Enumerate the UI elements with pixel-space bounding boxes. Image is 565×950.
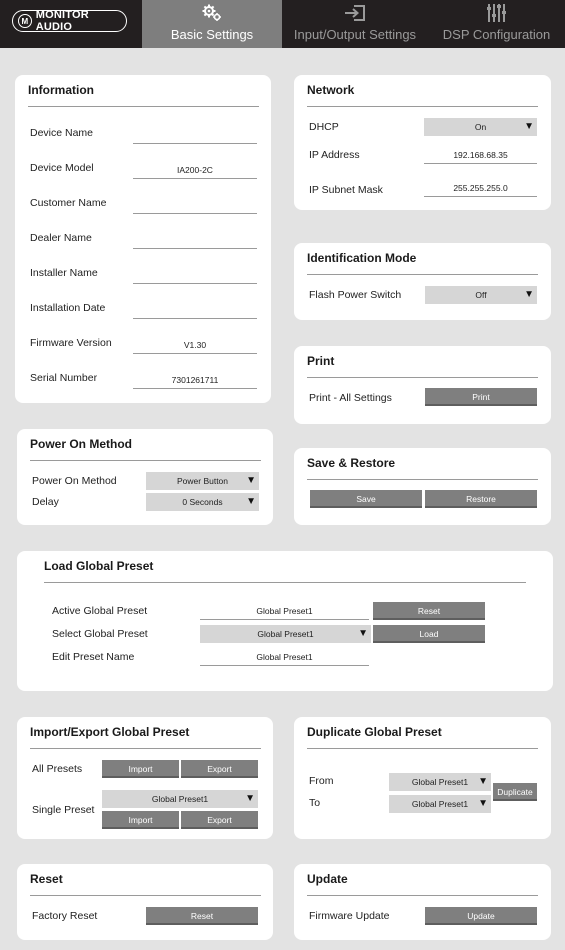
single-preset-label: Single Preset: [32, 804, 95, 816]
factory-reset-label: Factory Reset: [32, 910, 98, 922]
divider: [307, 106, 538, 107]
dropdown-arrow-icon: ▼: [478, 776, 488, 787]
power-on-method-select[interactable]: [146, 472, 259, 490]
print-button[interactable]: Print: [425, 388, 537, 406]
flash-power-switch-select[interactable]: [425, 286, 537, 304]
single-preset-value: Global Preset1: [151, 794, 209, 804]
select-global-preset-label: Select Global Preset: [52, 628, 148, 640]
device-model-label: Device Model: [30, 162, 94, 174]
divider: [30, 460, 261, 461]
dropdown-arrow-icon: ▼: [245, 793, 255, 804]
restore-button[interactable]: Restore: [425, 490, 537, 508]
to-preset-select[interactable]: [389, 795, 491, 813]
tab-dsp-configuration[interactable]: [428, 0, 565, 48]
installer-name-label: Installer Name: [30, 267, 98, 279]
dhcp-label: DHCP: [309, 121, 339, 133]
network-title: Network: [307, 83, 355, 97]
divider: [307, 274, 538, 275]
device-name-field[interactable]: [133, 128, 257, 144]
divider: [307, 377, 538, 378]
power-on-method-value: Power Button: [176, 476, 229, 486]
subnet-mask-label: IP Subnet Mask: [309, 184, 383, 196]
ip-address-field[interactable]: 192.168.68.35: [424, 148, 537, 164]
dropdown-arrow-icon: ▼: [524, 289, 534, 300]
from-preset-value: Global Preset1: [411, 777, 469, 787]
installation-date-field[interactable]: [133, 303, 257, 319]
print-title: Print: [307, 354, 335, 368]
dropdown-arrow-icon: ▼: [358, 628, 368, 639]
dropdown-arrow-icon: ▼: [478, 798, 488, 809]
to-preset-value: Global Preset1: [411, 799, 469, 809]
dhcp-select[interactable]: [424, 118, 537, 136]
import-export-panel: [17, 717, 273, 839]
dealer-name-label: Dealer Name: [30, 232, 92, 244]
top-navigation-bar: [0, 0, 565, 48]
load-global-preset-title: Load Global Preset: [44, 559, 154, 573]
reset-panel: [17, 864, 273, 940]
information-panel: [15, 75, 271, 403]
installer-name-field[interactable]: [133, 268, 257, 284]
update-title: Update: [307, 872, 348, 886]
power-on-method-title: Power On Method: [30, 437, 132, 451]
brand-mark-icon: M: [18, 14, 32, 28]
import-all-button[interactable]: Import: [102, 760, 179, 778]
duplicate-button[interactable]: Duplicate: [493, 783, 537, 801]
dropdown-arrow-icon: ▼: [246, 475, 256, 486]
reset-preset-button[interactable]: Reset: [373, 602, 485, 620]
firmware-version-label: Firmware Version: [30, 337, 112, 349]
divider: [28, 106, 259, 107]
serial-number-field: 7301261711: [133, 373, 257, 389]
tab-basic-settings[interactable]: [142, 0, 282, 48]
serial-number-label: Serial Number: [30, 372, 98, 384]
information-title: Information: [28, 83, 94, 97]
identification-mode-panel: [294, 243, 551, 320]
import-export-title: Import/Export Global Preset: [30, 725, 190, 739]
brand-logo: [12, 10, 127, 32]
duplicate-global-preset-panel: [294, 717, 551, 839]
all-presets-label: All Presets: [32, 763, 83, 775]
to-label: To: [309, 797, 321, 809]
export-all-button[interactable]: Export: [181, 760, 258, 778]
save-restore-title: Save & Restore: [307, 456, 396, 470]
save-button[interactable]: Save: [310, 490, 422, 508]
select-global-preset-value: Global Preset1: [257, 629, 314, 639]
import-single-button[interactable]: Import: [102, 811, 179, 829]
dropdown-arrow-icon: ▼: [246, 496, 256, 507]
firmware-update-label: Firmware Update: [309, 910, 390, 922]
tab-dsp-configuration-label: DSP Configuration: [442, 27, 551, 42]
power-on-method-label: Power On Method: [32, 475, 117, 487]
brand-name: MONITOR AUDIO: [35, 9, 89, 33]
flash-power-switch-label: Flash Power Switch: [309, 289, 402, 301]
divider: [30, 895, 261, 896]
reset-title: Reset: [30, 872, 63, 886]
identification-mode-title: Identification Mode: [307, 251, 417, 265]
load-preset-button[interactable]: Load: [373, 625, 485, 643]
divider: [307, 895, 538, 896]
single-preset-select[interactable]: [102, 790, 258, 808]
delay-label: Delay: [32, 496, 59, 508]
tab-basic-settings-label: Basic Settings: [170, 27, 254, 42]
from-label: From: [309, 775, 334, 787]
flash-power-switch-value: Off: [475, 290, 487, 300]
active-global-preset-label: Active Global Preset: [52, 605, 148, 617]
device-name-label: Device Name: [30, 127, 94, 139]
ip-address-label: IP Address: [309, 149, 360, 161]
select-global-preset-select[interactable]: [200, 625, 371, 643]
firmware-update-button[interactable]: Update: [425, 907, 537, 925]
customer-name-label: Customer Name: [30, 197, 107, 209]
delay-value: 0 Seconds: [182, 497, 223, 507]
input-output-icon: [282, 3, 428, 23]
divider: [307, 479, 538, 480]
device-model-field: IA200-2C: [133, 163, 257, 179]
sliders-icon: [428, 3, 565, 23]
network-panel: [294, 75, 551, 210]
edit-preset-name-label: Edit Preset Name: [52, 651, 135, 663]
customer-name-field[interactable]: [133, 198, 257, 214]
tab-input-output-settings-label: Input/Output Settings: [293, 27, 417, 42]
duplicate-global-preset-title: Duplicate Global Preset: [307, 725, 442, 739]
tab-input-output-settings[interactable]: [282, 0, 428, 48]
print-panel: [294, 346, 551, 424]
from-preset-select[interactable]: [389, 773, 491, 791]
dhcp-select-value: On: [474, 122, 487, 132]
subnet-mask-field[interactable]: 255.255.255.0: [424, 181, 537, 197]
save-restore-panel: [294, 448, 551, 525]
print-all-settings-label: Print - All Settings: [309, 392, 392, 404]
divider: [44, 582, 526, 583]
export-single-button[interactable]: Export: [181, 811, 258, 829]
divider: [30, 748, 261, 749]
divider: [307, 748, 538, 749]
gears-icon: [142, 3, 282, 23]
active-global-preset-field: Global Preset1: [200, 604, 369, 620]
edit-preset-name-field[interactable]: Global Preset1: [200, 650, 369, 666]
update-panel: [294, 864, 551, 940]
dealer-name-field[interactable]: [133, 233, 257, 249]
delay-select[interactable]: [146, 493, 259, 511]
power-on-method-panel: [17, 429, 273, 525]
load-global-preset-panel: [17, 551, 553, 691]
firmware-version-field: V1.30: [133, 338, 257, 354]
installation-date-label: Installation Date: [30, 302, 106, 314]
factory-reset-button[interactable]: Reset: [146, 907, 258, 925]
dropdown-arrow-icon: ▼: [524, 121, 534, 132]
